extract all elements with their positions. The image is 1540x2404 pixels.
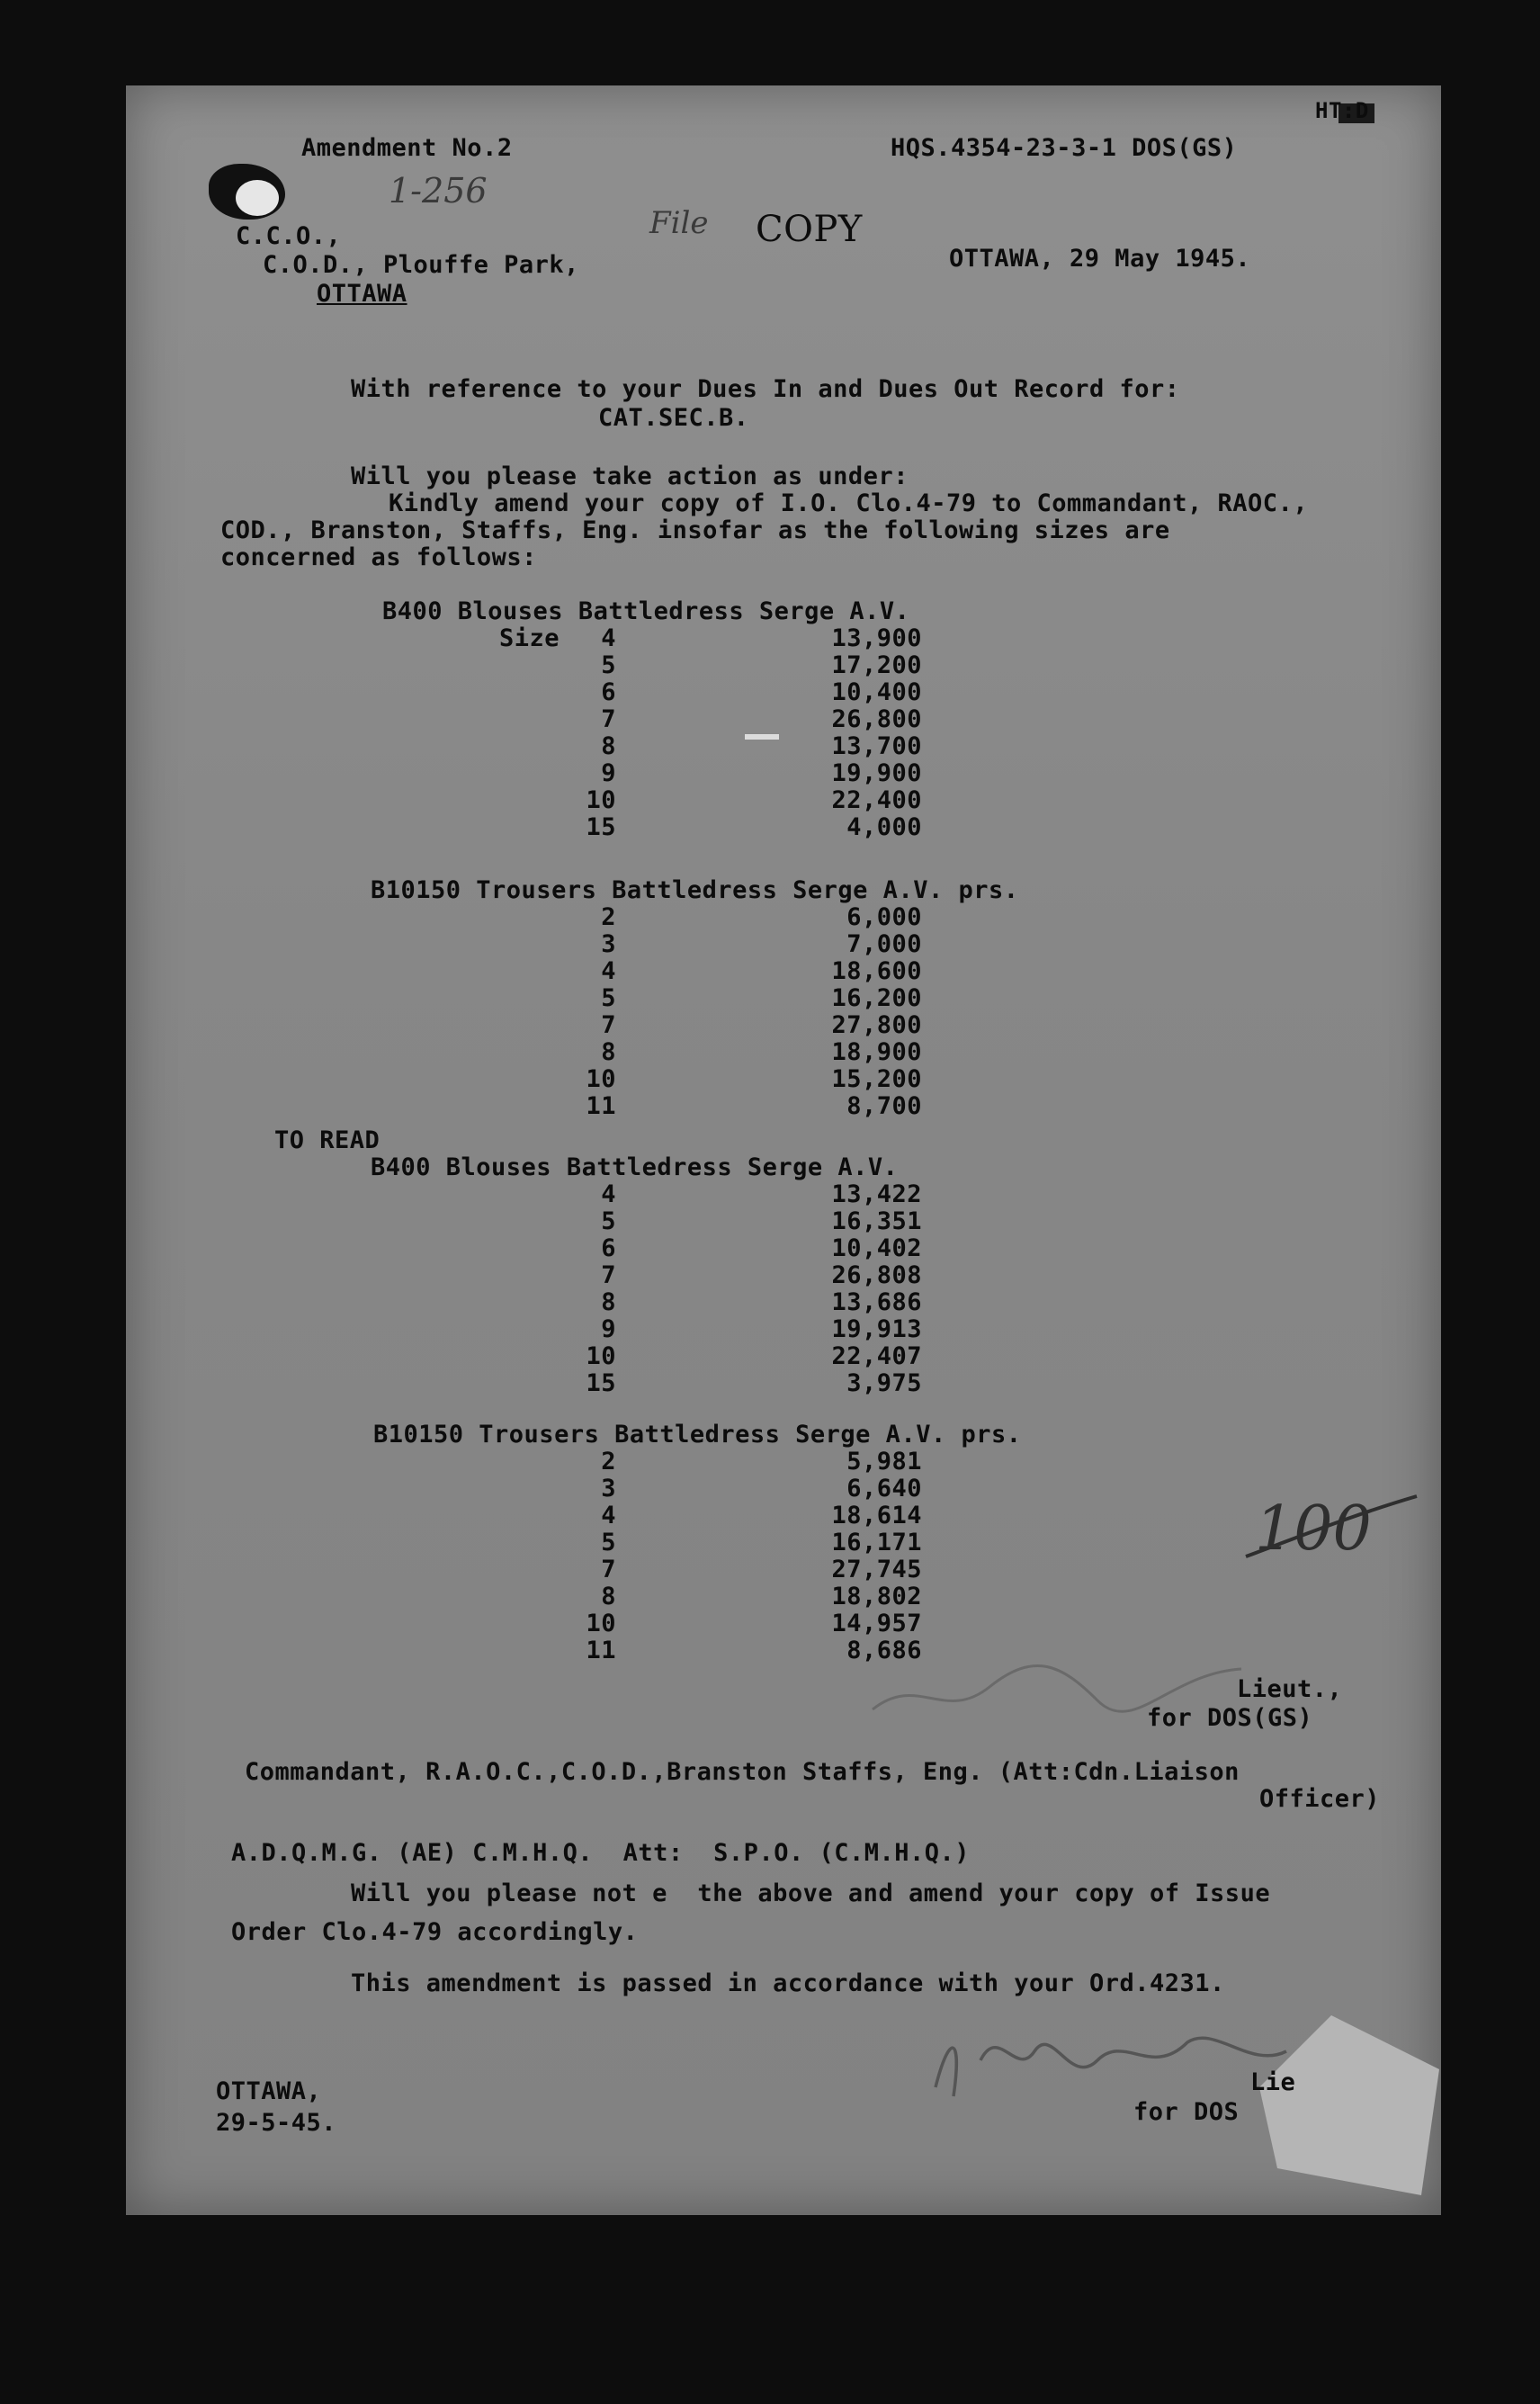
paper-scratch (745, 734, 779, 740)
quantity-cell: 6,640 (846, 1475, 922, 1502)
strike-through-mark (1241, 1489, 1421, 1570)
quantity-cell: 7,000 (846, 930, 922, 958)
size-cell: 6 (601, 678, 616, 706)
size-cell: 11 (586, 1092, 616, 1120)
section-4-title: B10150 Trousers Battledress Serge A.V. prs. (373, 1421, 1022, 1449)
size-cell: 7 (601, 1011, 616, 1039)
signature-rank: Lieut., (1237, 1675, 1343, 1703)
size-cell: 10 (586, 1610, 616, 1637)
section-3-title: B400 Blouses Battledress Serge A.V. (371, 1153, 899, 1181)
distribution-line-3: A.D.Q.M.G. (AE) C.M.H.Q. Att: S.P.O. (C.M.H.Q.) (231, 1839, 971, 1867)
footer-for-fragment: for DOS (1133, 2098, 1240, 2126)
size-label: Size (499, 624, 560, 652)
size-cell: 3 (601, 1475, 616, 1502)
size-cell: 4 (601, 957, 616, 985)
action-line: Will you please take action as under: (351, 462, 909, 490)
distribution-line-1: Commandant, R.A.O.C.,C.O.D.,Branston Staffs, Eng. (Att:Cdn.Liaison (245, 1758, 1240, 1786)
paragraph-line-1: Kindly amend your copy of I.O. Clo.4-79 to Commandant, RAOC., (389, 489, 1309, 517)
size-cell: 5 (601, 984, 616, 1012)
quantity-cell: 3,975 (846, 1369, 922, 1397)
size-cell: 8 (601, 1038, 616, 1066)
size-cell: 7 (601, 1261, 616, 1289)
size-cell: 10 (586, 786, 616, 814)
size-cell: 11 (586, 1637, 616, 1664)
quantity-cell: 22,400 (831, 786, 922, 814)
copy-stamp: COPY (756, 209, 863, 250)
note-line-2: Order Clo.4-79 accordingly. (231, 1918, 639, 1946)
section-1-title: B400 Blouses Battledress Serge A.V. (382, 597, 910, 625)
handwritten-total: 100 (1255, 1494, 1372, 1565)
size-cell: 4 (601, 1180, 616, 1208)
quantity-cell: 18,802 (831, 1583, 922, 1610)
size-cell: 15 (586, 813, 616, 841)
size-cell: 5 (601, 651, 616, 679)
section-2-title: B10150 Trousers Battledress Serge A.V. prs. (371, 876, 1019, 904)
note-line-3: This amendment is passed in accordance with your Ord.4231. (351, 1969, 1225, 1997)
quantity-cell: 8,686 (846, 1637, 922, 1664)
quantity-cell: 8,700 (846, 1092, 922, 1120)
size-cell: 7 (601, 1556, 616, 1583)
quantity-cell: 10,400 (831, 678, 922, 706)
quantity-cell: 16,351 (831, 1207, 922, 1235)
size-cell: 4 (601, 1502, 616, 1529)
handwritten-initials (918, 2006, 1295, 2114)
ink-blot-highlight (236, 180, 279, 216)
place-and-date: OTTAWA, 29 May 1945. (949, 245, 1251, 273)
size-cell: 8 (601, 732, 616, 760)
size-cell: 6 (601, 1234, 616, 1262)
footer-place: OTTAWA, (216, 2077, 322, 2105)
quantity-cell: 19,913 (831, 1315, 922, 1343)
size-cell: 4 (601, 624, 616, 652)
corner-code: HT:D (1315, 98, 1369, 123)
distribution-line-2: Officer) (1259, 1785, 1381, 1813)
quantity-cell: 6,000 (846, 903, 922, 931)
quantity-cell: 15,200 (831, 1065, 922, 1093)
addressee-line-1: C.C.O., (236, 222, 342, 250)
quantity-cell: 13,422 (831, 1180, 922, 1208)
size-cell: 5 (601, 1207, 616, 1235)
size-cell: 9 (601, 759, 616, 787)
handwritten-file-note: File (649, 205, 709, 241)
quantity-cell: 16,171 (831, 1529, 922, 1556)
reference-line-2: CAT.SEC.B. (598, 404, 749, 432)
quantity-cell: 13,900 (831, 624, 922, 652)
quantity-cell: 14,957 (831, 1610, 922, 1637)
quantity-cell: 27,745 (831, 1556, 922, 1583)
quantity-cell: 18,900 (831, 1038, 922, 1066)
to-read-label: TO READ (274, 1126, 381, 1154)
paragraph-line-3: concerned as follows: (220, 543, 537, 571)
size-cell: 8 (601, 1288, 616, 1316)
size-cell: 2 (601, 903, 616, 931)
quantity-cell: 19,900 (831, 759, 922, 787)
size-cell: 5 (601, 1529, 616, 1556)
quantity-cell: 22,407 (831, 1342, 922, 1370)
quantity-cell: 26,808 (831, 1261, 922, 1289)
quantity-cell: 13,700 (831, 732, 922, 760)
quantity-cell: 13,686 (831, 1288, 922, 1316)
note-line-1: Will you please not e the above and amend your copy of Issue (351, 1879, 1271, 1907)
size-cell: 3 (601, 930, 616, 958)
size-cell: 9 (601, 1315, 616, 1343)
size-cell: 10 (586, 1065, 616, 1093)
amendment-number: Amendment No.2 (301, 134, 513, 162)
footer-date: 29-5-45. (216, 2109, 337, 2137)
quantity-cell: 5,981 (846, 1448, 922, 1476)
size-cell: 2 (601, 1448, 616, 1476)
quantity-cell: 18,614 (831, 1502, 922, 1529)
size-cell: 15 (586, 1369, 616, 1397)
quantity-cell: 16,200 (831, 984, 922, 1012)
size-cell: 10 (586, 1342, 616, 1370)
size-cell: 8 (601, 1583, 616, 1610)
size-cell: 7 (601, 705, 616, 733)
quantity-cell: 27,800 (831, 1011, 922, 1039)
signature-for: for DOS(GS) (1147, 1704, 1313, 1732)
quantity-cell: 4,000 (846, 813, 922, 841)
quantity-cell: 10,402 (831, 1234, 922, 1262)
quantity-cell: 26,800 (831, 705, 922, 733)
file-reference: HQS.4354-23-3-1 DOS(GS) (891, 134, 1238, 162)
quantity-cell: 18,600 (831, 957, 922, 985)
footer-rank-fragment: Lie (1250, 2068, 1296, 2096)
paragraph-line-2: COD., Branston, Staffs, Eng. insofar as the following sizes are (220, 516, 1170, 544)
addressee-line-2: C.O.D., Plouffe Park, (263, 251, 579, 279)
reference-line-1: With reference to your Dues In and Dues Out Record for: (351, 375, 1180, 403)
quantity-cell: 17,200 (831, 651, 922, 679)
handwritten-reference: 1-256 (389, 171, 488, 211)
addressee-line-3: OTTAWA (317, 280, 407, 308)
